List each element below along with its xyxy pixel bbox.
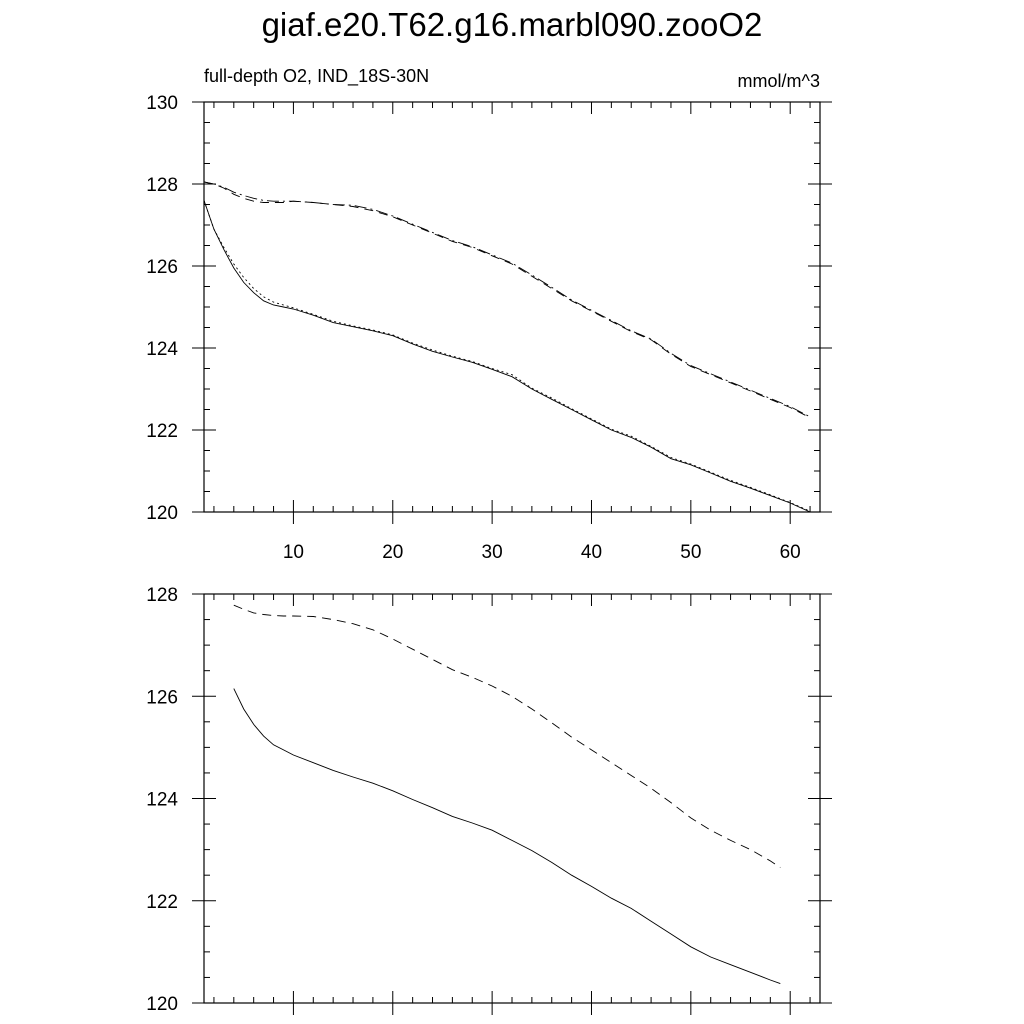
series-line-solid xyxy=(204,200,810,512)
y-tick-label: 120 xyxy=(146,503,178,524)
series-line-solid xyxy=(234,689,781,984)
x-tick-label: 40 xyxy=(580,542,603,563)
subtitle-right: mmol/m^3 xyxy=(737,71,820,91)
x-tick-label: 50 xyxy=(680,542,702,563)
series-line-dashdot xyxy=(204,182,810,417)
series-line-dotted xyxy=(204,200,810,511)
y-tick-label: 120 xyxy=(146,994,178,1015)
y-tick-label: 122 xyxy=(146,421,178,442)
bottom-panel xyxy=(146,585,832,1015)
page-title: giaf.e20.T62.g16.marbl090.zooO2 xyxy=(261,6,763,43)
y-tick-label: 126 xyxy=(146,687,178,709)
x-tick-label: 20 xyxy=(382,542,404,563)
top-panel xyxy=(146,66,832,563)
y-tick-label: 128 xyxy=(146,585,178,606)
x-tick-label: 10 xyxy=(282,542,304,563)
y-tick-label: 130 xyxy=(146,93,178,114)
plot-frame-1 xyxy=(204,594,820,1003)
subtitle-left: full-depth O2, IND_18S-30N xyxy=(204,66,430,86)
y-tick-label: 126 xyxy=(146,257,178,278)
plot-frame-0 xyxy=(204,102,820,512)
series-line-dashed xyxy=(234,605,781,867)
y-tick-label: 124 xyxy=(146,339,178,360)
y-tick-label: 128 xyxy=(146,175,178,196)
x-tick-label: 30 xyxy=(481,542,503,563)
x-tick-label: 60 xyxy=(779,542,801,563)
series-line-dashed xyxy=(204,182,810,418)
y-tick-label: 122 xyxy=(146,891,178,913)
y-tick-label: 124 xyxy=(146,789,178,811)
